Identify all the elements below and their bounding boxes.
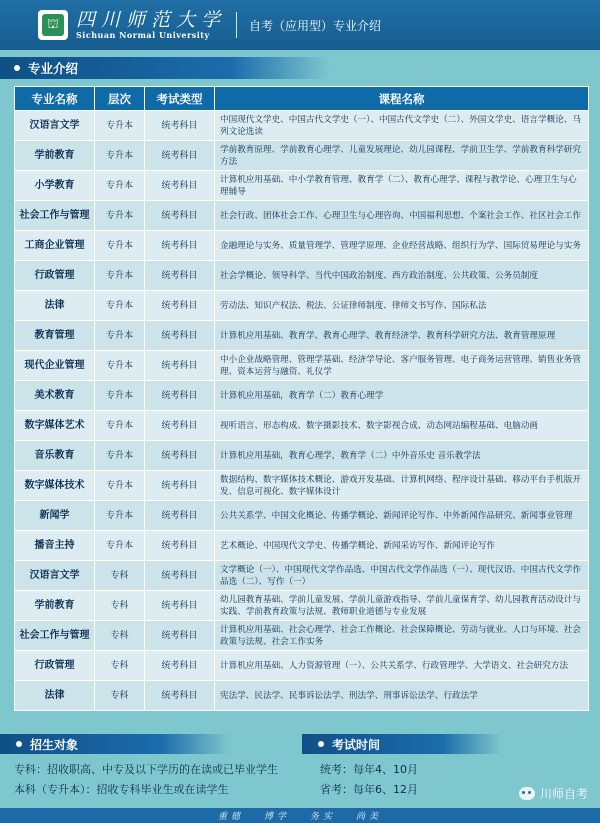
col-header-level: 层次 [95, 87, 145, 111]
exam-type-cell: 统考科目 [145, 381, 215, 411]
courses-cell: 视听语言、形态构成、数字摄影技术、数字影视合成、动态网站编程基础、电脑动画 [215, 411, 589, 441]
table-row [15, 381, 589, 411]
section-header-enrollment [0, 734, 230, 754]
major-name-cell: 行政管理 [15, 651, 95, 681]
level-cell: 专升本 [95, 111, 145, 141]
level-cell: 专升本 [95, 201, 145, 231]
major-name-cell: 现代企业管理 [15, 351, 95, 381]
motto-word: 重德 [217, 812, 244, 822]
motto-word: 尚美 [356, 812, 383, 822]
level-cell: 专升本 [95, 291, 145, 321]
exam-type-cell: 统考科目 [145, 441, 215, 471]
bullet-dot-icon [16, 741, 22, 747]
table-row [15, 681, 589, 711]
exam-time-title: 考试时间 [332, 737, 381, 752]
exam-type-cell: 统考科目 [145, 231, 215, 261]
major-name-cell: 工商企业管理 [15, 231, 95, 261]
courses-cell: 计算机应用基础、社会心理学、社会工作概论、社会保障概论、劳动与就业、人口与环境、社会政策与法规、社会工作实务 [215, 621, 589, 651]
wechat-icon [519, 787, 535, 800]
courses-cell: 社会行政、团体社会工作、心理卫生与心理咨询、中国福利思想、个案社会工作、社区社会工作 [215, 201, 589, 231]
courses-cell: 社会学概论、领导科学、当代中国政治制度、西方政治制度、公共政策、公务员制度 [215, 261, 589, 291]
major-name-cell: 法律 [15, 291, 95, 321]
enrollment-line-1: 专科：招收职高、中专及以下学历的在读或已毕业学生 [14, 763, 278, 776]
logo-english-name: Sichuan Normal University [76, 29, 210, 40]
table-row [15, 411, 589, 441]
section-header-exam-time [302, 734, 502, 754]
major-name-cell: 社会工作与管理 [15, 201, 95, 231]
major-name-cell: 数字媒体艺术 [15, 411, 95, 441]
level-cell: 专科 [95, 621, 145, 651]
exam-type-cell: 统考科目 [145, 351, 215, 381]
exam-type-cell: 统考科目 [145, 531, 215, 561]
level-cell: 专升本 [95, 441, 145, 471]
exam-type-cell: 统考科目 [145, 651, 215, 681]
major-name-cell: 小学教育 [15, 171, 95, 201]
courses-cell: 中国现代文学史、中国古代文学史（一）、中国古代文学史（二）、外国文学史、语言学概论、马列文论选读 [215, 111, 589, 141]
level-cell: 专升本 [95, 501, 145, 531]
major-name-cell: 社会工作与管理 [15, 621, 95, 651]
col-header-major: 专业名称 [15, 87, 95, 111]
table-row [15, 261, 589, 291]
courses-cell: 计算机应用基础，教育学（二）教育心理学 [215, 381, 589, 411]
table-row [15, 621, 589, 651]
table-row [15, 471, 589, 501]
university-logo [76, 10, 226, 41]
exam-type-cell: 统考科目 [145, 291, 215, 321]
exam-time-line-1: 统考：每年4、10月 [320, 763, 418, 776]
major-name-cell: 行政管理 [15, 261, 95, 291]
courses-cell: 文学概论（一）、中国现代文学作品选、中国古代文学作品选（一）、现代汉语、中国古代文学作品选（二）、写作（一） [215, 561, 589, 591]
major-name-cell: 汉语言文学 [15, 561, 95, 591]
major-name-cell: 法律 [15, 681, 95, 711]
table-row [15, 171, 589, 201]
exam-type-cell: 统考科目 [145, 141, 215, 171]
courses-cell: 计算机应用基础、中小学教育管理、教育学（二）、教育心理学、课程与教学论、心理卫生与心理辅导 [215, 171, 589, 201]
exam-type-cell: 统考科目 [145, 111, 215, 141]
exam-type-cell: 统考科目 [145, 321, 215, 351]
level-cell: 专升本 [95, 471, 145, 501]
col-header-courses: 课程名称 [215, 87, 589, 111]
table-row [15, 231, 589, 261]
level-cell: 专升本 [95, 261, 145, 291]
exam-type-cell: 统考科目 [145, 591, 215, 621]
table-row [15, 591, 589, 621]
major-name-cell: 美术教育 [15, 381, 95, 411]
section-title: 专业介绍 [28, 61, 79, 76]
level-cell: 专科 [95, 591, 145, 621]
courses-cell: 数据结构、数字媒体技术概论、游戏开发基础、计算机网络、程序设计基础、移动平台手机版开发、信息可视化、数字媒体设计 [215, 471, 589, 501]
level-cell: 专科 [95, 681, 145, 711]
exam-time-line-2: 省考：每年6、12月 [320, 783, 418, 796]
level-cell: 专升本 [95, 141, 145, 171]
motto-word: 博学 [263, 812, 290, 822]
exam-type-cell: 统考科目 [145, 621, 215, 651]
table-row [15, 651, 589, 681]
exam-type-cell: 统考科目 [145, 411, 215, 441]
level-cell: 专升本 [95, 171, 145, 201]
courses-cell: 艺术概论、中国现代文学史、传播学概论、新闻采访写作、新闻评论写作 [215, 531, 589, 561]
major-name-cell: 播音主持 [15, 531, 95, 561]
col-header-exam-type: 考试类型 [145, 87, 215, 111]
page-header [0, 0, 600, 50]
section-header-intro [0, 57, 330, 79]
major-name-cell: 汉语言文学 [15, 111, 95, 141]
courses-cell: 劳动法、知识产权法、税法、公证律师制度、律师文书写作、国际私法 [215, 291, 589, 321]
level-cell: 专科 [95, 651, 145, 681]
courses-cell: 幼儿园教育基础、学前儿童发展、学前儿童游戏指导、学前儿童保育学、幼儿园教育活动设计与实践、学前教育政策与法规、教师职业道德与专业发展 [215, 591, 589, 621]
courses-cell: 宪法学、民法学、民事诉讼法学、刑法学、刑事诉讼法学、行政法学 [215, 681, 589, 711]
courses-cell: 金融理论与实务、质量管理学、管理学原理、企业经营战略、组织行为学、国际贸易理论与实务 [215, 231, 589, 261]
table-header-row [15, 87, 589, 111]
major-table [14, 86, 588, 711]
level-cell: 专升本 [95, 351, 145, 381]
courses-cell: 公共关系学、中国文化概论、传播学概论、新闻评论写作、中外新闻作品研究、新闻事业管理 [215, 501, 589, 531]
exam-type-cell: 统考科目 [145, 261, 215, 291]
courses-cell: 计算机应用基础、人力资源管理（一）、公共关系学、行政管理学、大学语文、社会研究方法 [215, 651, 589, 681]
page-title: 自考（应用型）专业介绍 [249, 18, 382, 33]
logo-chinese-name: 四川师范大学 [76, 8, 227, 31]
table-row [15, 291, 589, 321]
exam-type-cell: 统考科目 [145, 561, 215, 591]
bullet-dot-icon [318, 741, 324, 747]
table-row [15, 531, 589, 561]
table-row [15, 351, 589, 381]
major-name-cell: 学前教育 [15, 591, 95, 621]
level-cell: 专升本 [95, 531, 145, 561]
major-name-cell: 教育管理 [15, 321, 95, 351]
level-cell: 专升本 [95, 381, 145, 411]
table-row [15, 321, 589, 351]
exam-type-cell: 统考科目 [145, 681, 215, 711]
exam-type-cell: 统考科目 [145, 201, 215, 231]
wechat-account [519, 785, 588, 802]
major-name-cell: 数字媒体技术 [15, 471, 95, 501]
wechat-label: 川师自考 [539, 787, 588, 801]
level-cell: 专升本 [95, 321, 145, 351]
exam-type-cell: 统考科目 [145, 471, 215, 501]
courses-cell: 学前教育原理、学前教育心理学、儿童发展理论、幼儿园课程、学前卫生学、学前教育科学研究方法 [215, 141, 589, 171]
exam-type-cell: 统考科目 [145, 171, 215, 201]
table-row [15, 141, 589, 171]
table-row [15, 201, 589, 231]
table-row [15, 501, 589, 531]
courses-cell: 计算机应用基础、教育学、教育心理学、教育经济学、教育科学研究方法、教育管理原理 [215, 321, 589, 351]
courses-cell: 中小企业战略管理、管理学基础、经济学导论、客户服务管理、电子商务运营管理、销售业务管理、资本运营与融资、礼仪学 [215, 351, 589, 381]
enrollment-title: 招生对象 [30, 737, 79, 752]
header-divider [236, 12, 237, 38]
major-name-cell: 学前教育 [15, 141, 95, 171]
level-cell: 专升本 [95, 411, 145, 441]
exam-type-cell: 统考科目 [145, 501, 215, 531]
table-row [15, 561, 589, 591]
courses-cell: 计算机应用基础，教育心理学，教育学（二）中外音乐史 音乐教学法 [215, 441, 589, 471]
bullet-dot-icon [14, 65, 20, 71]
table-row [15, 111, 589, 141]
table-body [15, 111, 589, 711]
table-row [15, 441, 589, 471]
enrollment-line-2: 本科（专升本）：招收专科毕业生或在读学生 [14, 783, 229, 796]
motto-footer [0, 808, 600, 823]
bottom-info-area [0, 728, 600, 823]
level-cell: 专升本 [95, 231, 145, 261]
university-emblem-icon: ⛫ [38, 10, 68, 40]
major-name-cell: 新闻学 [15, 501, 95, 531]
level-cell: 专科 [95, 561, 145, 591]
motto-word: 务实 [310, 812, 337, 822]
major-name-cell: 音乐教育 [15, 441, 95, 471]
